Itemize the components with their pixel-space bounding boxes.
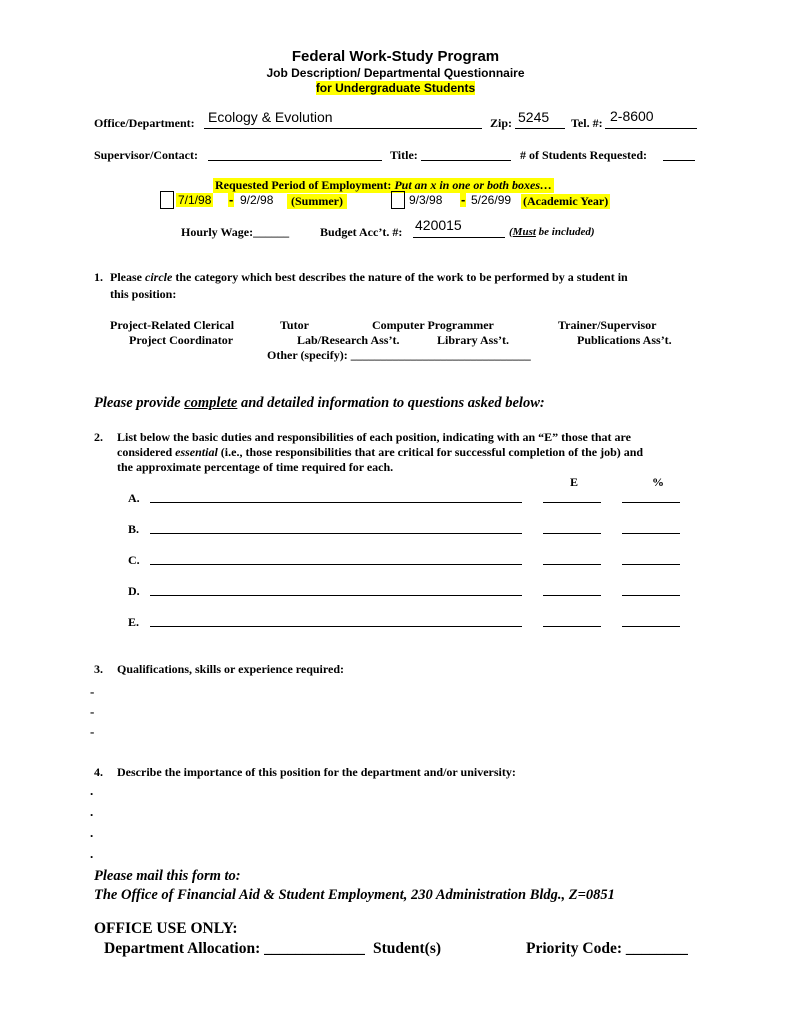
mail-heading: Please mail this form to: — [94, 868, 241, 884]
tel-line — [605, 128, 697, 129]
q1-text-a: Please — [110, 270, 142, 284]
essential-field[interactable] — [543, 626, 601, 627]
q1-number: 1. — [94, 270, 103, 284]
duty-row-label: A. — [128, 491, 140, 505]
percent-field[interactable] — [622, 502, 680, 503]
students-label: # of Students Requested: — [520, 148, 648, 162]
essential-field[interactable] — [543, 533, 601, 534]
duty-row-label: E. — [128, 615, 140, 629]
budget-field[interactable]: 420015 — [415, 217, 462, 233]
instruction-c: and detailed information to questions asked below: — [240, 395, 545, 411]
tel-label: Tel. #: — [571, 116, 603, 130]
summer-start: 7/1/98 — [178, 193, 212, 207]
q4-bullet[interactable]: . — [90, 825, 94, 840]
supervisor-label: Supervisor/Contact: — [94, 148, 198, 162]
academic-end: 5/26/99 — [471, 193, 512, 207]
summer-label: (Summer) — [287, 194, 347, 209]
supervisor-field[interactable] — [208, 160, 382, 161]
zip-label: Zip: — [490, 116, 513, 130]
category-option[interactable]: Lab/Research Ass’t. — [297, 333, 400, 347]
office-line — [204, 128, 482, 129]
form-audience — [0, 81, 791, 95]
category-option[interactable]: Trainer/Supervisor — [558, 318, 657, 332]
q4-bullet[interactable]: . — [90, 783, 94, 798]
period-label-text: Requested Period of Employment: — [215, 178, 392, 192]
duty-row-label: D. — [128, 584, 140, 598]
students-field-label: Student(s) — [373, 940, 442, 957]
tel-field[interactable]: 2-8600 — [610, 108, 654, 124]
category-option[interactable]: Tutor — [280, 318, 309, 332]
students-field[interactable] — [663, 160, 695, 161]
q3-bullet[interactable]: - — [90, 724, 95, 739]
summer-checkbox[interactable] — [160, 191, 174, 209]
duty-field[interactable] — [150, 564, 522, 565]
q4-bullet[interactable]: . — [90, 846, 94, 861]
priority-code-field[interactable]: Priority Code: ________ — [526, 940, 688, 957]
instruction-b: complete — [184, 395, 238, 411]
category-option[interactable]: Project-Related Clerical — [110, 318, 235, 332]
instruction — [94, 395, 545, 412]
column-e-header: E — [570, 475, 579, 489]
duty-field[interactable] — [150, 626, 522, 627]
other-specify-field[interactable]: Other (specify): ______________________________ — [267, 348, 531, 362]
title-field[interactable] — [421, 160, 511, 161]
q1-text — [110, 270, 628, 285]
q1-text-circle: circle — [145, 270, 173, 284]
q4-bullet[interactable]: . — [90, 804, 94, 819]
duty-field[interactable] — [150, 595, 522, 596]
mail-address: The Office of Financial Aid & Student Employment, 230 Administration Bldg., Z=0851 — [94, 887, 615, 903]
summer-end: 9/2/98 — [240, 193, 274, 207]
q3-text: Qualifications, skills or experience required: — [117, 662, 344, 676]
percent-field[interactable] — [622, 564, 680, 565]
budget-line — [413, 237, 505, 238]
academic-checkbox[interactable] — [391, 191, 405, 209]
q4-text: Describe the importance of this position for the department and/or university: — [117, 765, 516, 779]
q2-line2 — [117, 445, 643, 460]
q3-number: 3. — [94, 662, 103, 676]
office-use-title: OFFICE USE ONLY: — [94, 920, 238, 937]
percent-field[interactable] — [622, 533, 680, 534]
period-instruction: Put an x in one or both boxes… — [394, 178, 553, 192]
q1-text-b: the category which best describes the nature of the work to be performed by a student in — [175, 270, 628, 284]
duty-row-label: B. — [128, 522, 140, 536]
office-label: Office/Department: — [94, 116, 195, 130]
essential-field[interactable] — [543, 564, 601, 565]
duty-field[interactable] — [150, 533, 522, 534]
budget-note-rest: be included) — [538, 226, 595, 238]
instruction-a: Please provide — [94, 395, 181, 411]
essential-field[interactable] — [543, 595, 601, 596]
duty-field[interactable] — [150, 502, 522, 503]
category-option[interactable]: Library Ass’t. — [437, 333, 509, 347]
academic-start: 9/3/98 — [409, 193, 443, 207]
q2-number: 2. — [94, 430, 103, 444]
audience-highlight: for Undergraduate Students — [315, 81, 476, 95]
q3-bullet[interactable]: - — [90, 704, 95, 719]
q1-text-c: this position: — [110, 287, 177, 301]
q2-line2-c: (i.e., those responsibilities that are critical for successful completion of the job) and — [220, 445, 644, 459]
percent-field[interactable] — [622, 595, 680, 596]
q3-bullet[interactable]: - — [90, 684, 95, 699]
q2-line2-essential: essential — [175, 445, 218, 459]
percent-field[interactable] — [622, 626, 680, 627]
budget-note-must: Must — [512, 226, 536, 238]
academic-dash: - — [461, 192, 466, 207]
category-option[interactable]: Publications Ass’t. — [577, 333, 672, 347]
essential-field[interactable] — [543, 502, 601, 503]
form-title: Federal Work-Study Program — [291, 48, 500, 65]
zip-line — [515, 128, 565, 129]
form-subtitle: Job Description/ Departmental Questionnaire — [266, 66, 525, 80]
academic-label: (Academic Year) — [523, 194, 609, 208]
title-label: Title: — [390, 148, 418, 162]
budget-note: (Must be included) — [509, 226, 595, 238]
q2-line3: the approximate percentage of time required for each. — [117, 460, 394, 474]
duty-row-label: C. — [128, 553, 140, 567]
q2-line2-a: considered — [117, 445, 173, 459]
category-option[interactable]: Project Coordinator — [129, 333, 234, 347]
department-allocation-field[interactable]: Department Allocation: _____________ — [104, 940, 365, 957]
hourly-wage-field[interactable]: Hourly Wage:______ — [181, 225, 290, 239]
category-option[interactable]: Computer Programmer — [372, 318, 494, 332]
column-percent-header: % — [652, 475, 664, 489]
office-field[interactable]: Ecology & Evolution — [208, 109, 333, 125]
q2-line1: List below the basic duties and responsibilities of each position, indicating with an “E” those that are — [117, 430, 631, 444]
q4-number: 4. — [94, 765, 103, 779]
zip-field[interactable]: 5245 — [518, 109, 550, 125]
period-label — [213, 178, 554, 193]
budget-label: Budget Acc’t. #: — [320, 225, 403, 239]
summer-dash: - — [229, 192, 234, 207]
